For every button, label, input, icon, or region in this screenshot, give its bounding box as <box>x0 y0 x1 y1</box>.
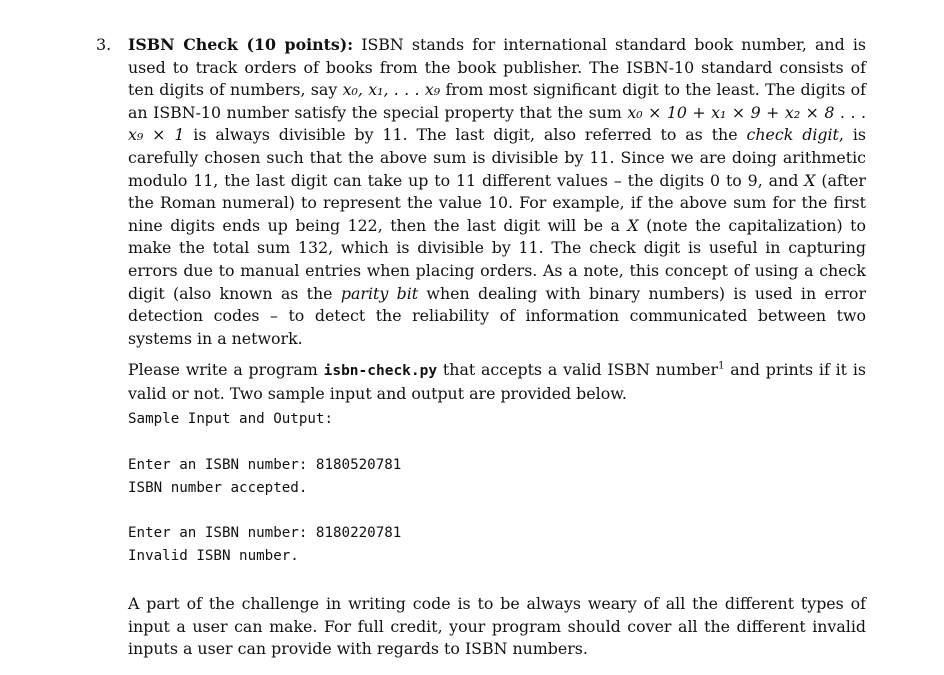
sample-heading: Sample Input and Output: <box>128 411 333 427</box>
program-filename: isbn-check.py <box>323 363 438 380</box>
parity-bit-term: parity bit <box>340 283 419 303</box>
description-paragraph <box>128 34 866 350</box>
p1-text-c: is always divisible by 11. The last digit, also referred to as the <box>193 125 738 145</box>
sample-2-output: Invalid ISBN number. <box>128 548 299 564</box>
p1-text-g: when dealing with binary numbers) is used in error detection codes – to detect the reliability of information communicated between two systems in a network. <box>128 283 866 348</box>
sample-1-prompt: Enter an ISBN number: <box>128 457 308 473</box>
p1-text-f: (note the capitalization) to make the total sum 132, which is divisible by 11. The check digit is useful in capturing errors due to manual entries when placing orders. As a note, this concept of using a check digit (also known as the <box>128 215 866 303</box>
sample-2-prompt: Enter an ISBN number: <box>128 525 308 541</box>
instruction-paragraph <box>128 359 866 405</box>
p1-text-d: , is carefully chosen such that the above sum is divisible by 11. Since we are doing arithmetic modulo 11, the last digit can take up to 11 different values – the digits 0 to 9, and <box>128 125 866 190</box>
p2-text-c: and prints if it is valid or not. Two sample input and output are provided below. <box>128 360 866 403</box>
sample-2 <box>128 522 401 568</box>
x-check-math: X <box>627 215 639 235</box>
footnote-marker: 1 <box>718 361 725 373</box>
sample-1 <box>128 454 401 500</box>
p1-text-e: (after the Roman numeral) to represent the value 10. For example, if the above sum for the first nine digits ends up being 122, then the last digit will be a <box>128 170 866 235</box>
p1-text-b: from most significant digit to the least. The digits of an ISBN-10 number satisfy the special property that the sum <box>128 80 866 122</box>
problem-title: ISBN Check (10 points): <box>128 35 354 54</box>
check-digit-term: check digit <box>746 125 839 145</box>
roman-x-math: X <box>804 170 816 190</box>
digit-sequence-math: x₀, x₁, . . . x₉ <box>342 80 441 100</box>
problem-body <box>128 34 866 406</box>
p1-text-a: ISBN stands for international standard book number, and is used to track orders of books from the book publisher. The ISBN-10 standard consists of ten digits of numbers, say <box>128 35 866 100</box>
closing-paragraph: A part of the challenge in writing code is to be always weary of all the different types of input a user can make. For full credit, your program should cover all the different invalid inputs a user can provide with regards to ISBN numbers. <box>128 594 866 659</box>
weighted-sum-math: x₀ × 10 + x₁ × 9 + x₂ × 8 . . . x₉ × 1 <box>128 102 866 145</box>
closing-paragraph-wrap <box>128 593 866 661</box>
p2-text-a: Please write a program <box>128 360 318 380</box>
sample-1-input: 8180520781 <box>315 457 402 473</box>
sample-1-output: ISBN number accepted. <box>128 480 308 496</box>
problem-number: 3. <box>96 35 112 54</box>
p2-text-b: that accepts a valid ISBN number <box>442 360 719 380</box>
sample-2-input: 8180220781 <box>315 525 402 541</box>
